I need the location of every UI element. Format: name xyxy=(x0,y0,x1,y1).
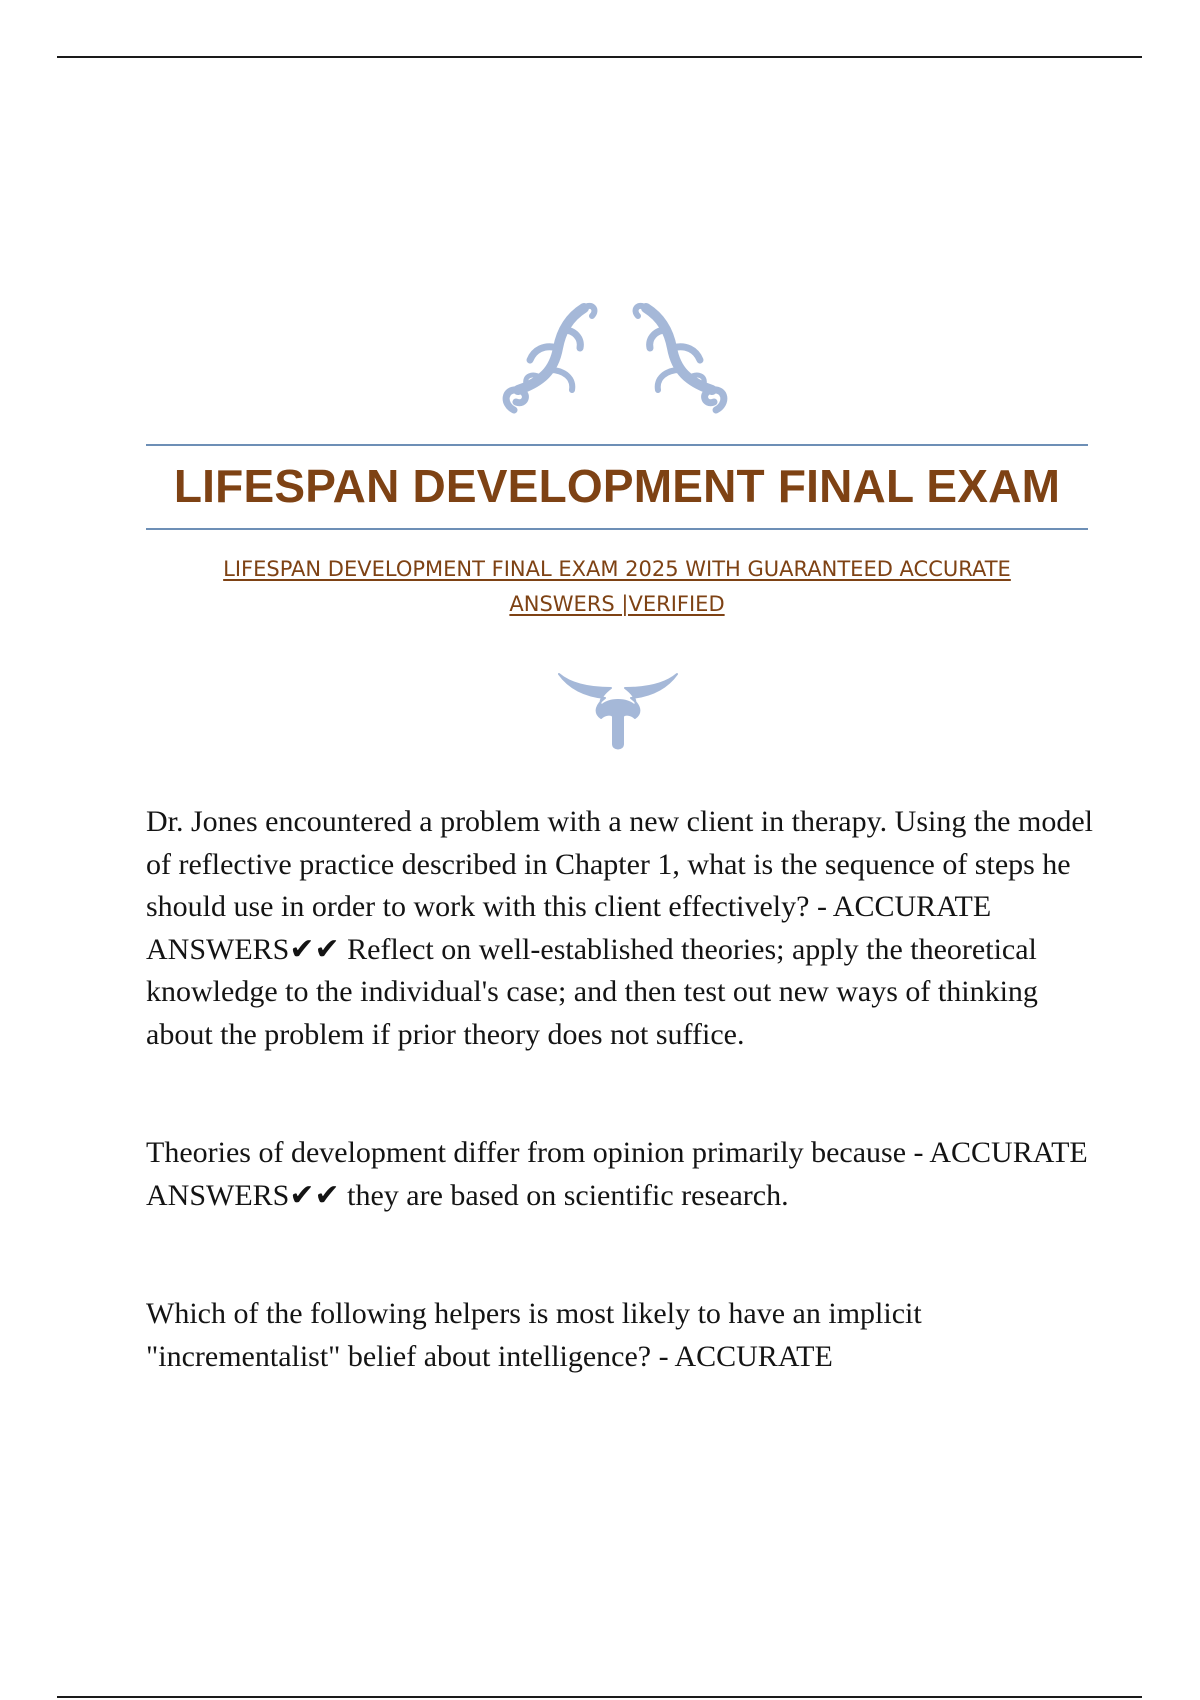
title-rule-upper xyxy=(146,444,1088,446)
document-subtitle xyxy=(146,552,1088,622)
question-item-1: Dr. Jones encountered a problem with a new client in therapy. Using the model of reflective practice described in Chapter 1, what is the sequence of steps he should use in order to work with this client effectively? - ACCURATE ANSWERS✔✔ Reflect on well-established theories; apply the theoretical knowledge to the individual's case; and then test out new ways of thinking about the problem if prior theory does not suffice. xyxy=(146,805,1093,1051)
subtitle-line-2: ANSWERS |VERIFIED xyxy=(509,592,725,616)
question-item-2: Theories of development differ from opinion primarily because - ACCURATE ANSWERS✔✔ they are based on scientific research. xyxy=(146,1136,1088,1212)
question-list xyxy=(146,801,1096,1454)
subtitle-line-1: LIFESPAN DEVELOPMENT FINAL EXAM 2025 WITH GUARANTEED ACCURATE xyxy=(223,557,1011,581)
question-item-3: Which of the following helpers is most likely to have an implicit "incrementalist" belief about intelligence? - ACCURATE xyxy=(146,1297,922,1373)
page-bottom-rule xyxy=(57,1696,1142,1698)
flourish-pair-icon xyxy=(498,296,732,424)
title-rule-lower xyxy=(146,528,1088,530)
fleuron-icon xyxy=(555,664,681,750)
page-top-rule xyxy=(57,56,1142,58)
page-title: LIFESPAN DEVELOPMENT FINAL EXAM xyxy=(173,460,1061,512)
